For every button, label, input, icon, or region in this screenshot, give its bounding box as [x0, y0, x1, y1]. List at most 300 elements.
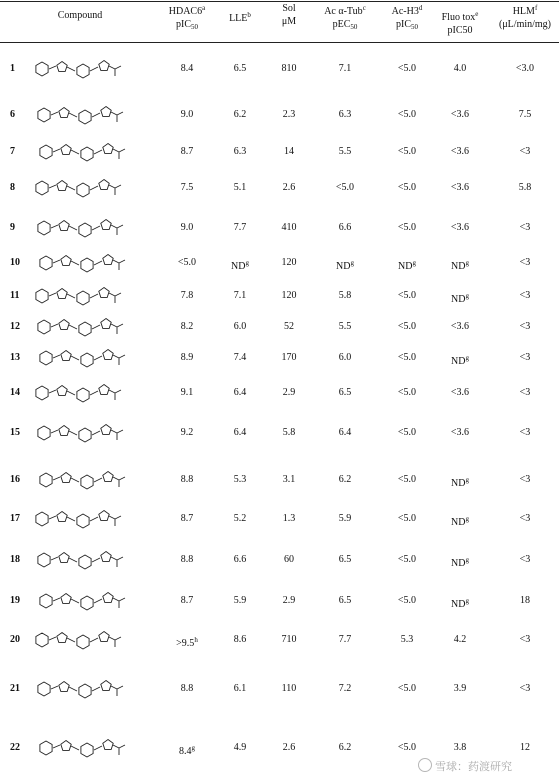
- cell-value: ND: [451, 261, 466, 272]
- ring: [61, 351, 71, 361]
- cell-value: 4.0: [453, 63, 467, 74]
- bond: [94, 599, 102, 603]
- ring: [101, 552, 111, 562]
- cell-fluo: [430, 353, 490, 367]
- cell-lle: [220, 147, 260, 157]
- cell-value: 6.1: [233, 683, 247, 694]
- table-row: [0, 147, 559, 157]
- cell-fluo: [430, 64, 490, 74]
- cell-ach3: [382, 291, 432, 301]
- bond: [90, 391, 98, 395]
- cell-hdac6: [162, 64, 212, 74]
- cell-value: 5.2: [233, 513, 247, 524]
- cell-fluo: [430, 258, 490, 272]
- bond: [71, 599, 79, 603]
- cell-value: <3: [519, 474, 531, 485]
- cell-value: 8.8: [180, 683, 194, 694]
- bond: [109, 516, 115, 526]
- compound-structure: [30, 375, 142, 411]
- compound-structure: [30, 245, 142, 281]
- bond: [117, 324, 123, 327]
- cell-hlm: [492, 147, 558, 157]
- footnote-mark: g: [465, 597, 469, 605]
- ring: [99, 632, 109, 642]
- bond: [94, 261, 102, 265]
- cell-value: <3: [519, 554, 531, 565]
- bond: [90, 294, 98, 298]
- bond: [117, 557, 123, 560]
- cell-ach3: [382, 428, 432, 438]
- cell-value: 170: [281, 352, 297, 363]
- compound-id: 11: [10, 290, 20, 301]
- ring: [79, 322, 91, 336]
- table-row: [0, 513, 559, 528]
- bond: [117, 686, 123, 689]
- cell-hlm: [492, 388, 558, 398]
- cell-hlm: [492, 475, 558, 485]
- cell-sol: [270, 110, 308, 120]
- cell-value: 2.9: [282, 595, 296, 606]
- cell-actub: [310, 635, 380, 645]
- ring: [101, 107, 111, 117]
- bond: [53, 355, 60, 358]
- cell-fluo: [430, 684, 490, 694]
- cell-value: <3.6: [450, 182, 470, 193]
- cell-sol: [270, 555, 308, 565]
- ring: [101, 319, 111, 329]
- cell-value: 8.7: [180, 146, 194, 157]
- cell-lle: [220, 183, 260, 193]
- ring: [81, 475, 93, 489]
- cell-value: <3: [519, 146, 531, 157]
- bond: [115, 390, 121, 393]
- compound-structure: [30, 622, 142, 658]
- bond: [71, 478, 79, 482]
- cell-value: 8.7: [180, 595, 194, 606]
- bond: [109, 637, 115, 647]
- ring: [79, 110, 91, 124]
- header-fluo-tox: Fluo tox$^e$ pIC50: [441, 10, 479, 36]
- bond: [119, 149, 125, 152]
- bond: [109, 66, 115, 76]
- footnote-mark: g: [465, 292, 469, 300]
- bond: [53, 598, 60, 601]
- cell-value: ND: [451, 356, 466, 367]
- cell-lle: [220, 514, 260, 524]
- cell-lle: [220, 428, 260, 438]
- cell-hdac6: [162, 258, 212, 268]
- cell-value: 6.5: [233, 63, 247, 74]
- ring: [36, 181, 48, 195]
- cell-value: 8.4: [180, 63, 194, 74]
- ring: [79, 684, 91, 698]
- ring: [101, 425, 111, 435]
- bond: [51, 557, 58, 560]
- ring: [99, 180, 109, 190]
- cell-value: <3.6: [450, 427, 470, 438]
- cell-value: <5.0: [397, 352, 417, 363]
- cell-value: 5.8: [282, 427, 296, 438]
- cell-value: 5.8: [338, 290, 352, 301]
- cell-actub: [310, 555, 380, 565]
- cell-value: 7.5: [518, 109, 532, 120]
- compound-structure: [30, 415, 142, 451]
- cell-hdac6: [162, 743, 212, 757]
- cell-ach3: [382, 743, 432, 753]
- ring: [99, 385, 109, 395]
- cell-value: ND: [451, 478, 466, 489]
- table-row: [0, 290, 559, 305]
- bond: [115, 66, 121, 69]
- cell-ach3: [382, 684, 432, 694]
- cell-hdac6: [162, 183, 212, 193]
- compound-id: 1: [10, 63, 15, 74]
- bond: [94, 356, 102, 360]
- cell-value: 9.2: [180, 427, 194, 438]
- cell-hlm: [492, 514, 558, 524]
- cell-value: 8.4: [179, 746, 192, 757]
- compound-structure: [30, 501, 142, 537]
- cell-value: 120: [281, 257, 297, 268]
- ring: [38, 426, 50, 440]
- ring: [79, 428, 91, 442]
- cell-hlm: [492, 596, 558, 606]
- compound-id: 20: [10, 634, 20, 645]
- table-row: [0, 742, 559, 757]
- footnote-mark: g: [465, 515, 469, 523]
- cell-value: 8.7: [180, 513, 194, 524]
- compound-id: 14: [10, 387, 20, 398]
- cell-value: 5.3: [400, 634, 414, 645]
- ring: [57, 181, 67, 191]
- cell-sol: [270, 353, 308, 363]
- bond: [51, 225, 58, 228]
- ring: [77, 388, 89, 402]
- cell-ach3: [382, 258, 432, 272]
- bond: [49, 390, 56, 393]
- cell-fluo: [430, 223, 490, 233]
- footnote-mark: g: [412, 259, 416, 267]
- cell-hlm: [492, 555, 558, 565]
- bond: [113, 260, 119, 270]
- cell-sol: [270, 147, 308, 157]
- bond: [113, 355, 119, 365]
- cell-value: <3.6: [450, 222, 470, 233]
- cell-actub: [310, 684, 380, 694]
- cell-value: 6.2: [338, 742, 352, 753]
- cell-value: <5.0: [397, 554, 417, 565]
- cell-value: 810: [281, 63, 297, 74]
- cell-ach3: [382, 147, 432, 157]
- cell-hlm: [492, 428, 558, 438]
- cell-value: 710: [281, 634, 297, 645]
- cell-value: 6.5: [338, 595, 352, 606]
- cell-value: 12: [520, 742, 530, 753]
- compound-structure: [30, 210, 142, 246]
- cell-value: 7.7: [233, 222, 247, 233]
- cell-value: 5.3: [233, 474, 247, 485]
- cell-value: 6.4: [338, 427, 352, 438]
- table-row: [0, 183, 559, 193]
- cell-fluo: [430, 322, 490, 332]
- cell-value: <5.0: [397, 474, 417, 485]
- cell-value: 60: [284, 554, 294, 565]
- compound-id: 17: [10, 513, 20, 524]
- cell-value: 4.9: [233, 742, 247, 753]
- ring: [77, 64, 89, 78]
- bond: [115, 185, 121, 188]
- compound-structure: [30, 51, 142, 87]
- cell-fluo: [430, 555, 490, 569]
- cell-value: <3: [519, 352, 531, 363]
- cell-value: ND: [336, 261, 351, 272]
- cell-value: <5.0: [397, 222, 417, 233]
- cell-lle: [220, 258, 260, 272]
- compound-id: 9: [10, 222, 15, 233]
- ring: [81, 258, 93, 272]
- ring: [40, 741, 52, 755]
- cell-sol: [270, 428, 308, 438]
- ring: [79, 223, 91, 237]
- header-compound: Compound: [57, 10, 103, 21]
- cell-sol: [270, 64, 308, 74]
- cell-value: 6.2: [338, 474, 352, 485]
- cell-value: <3: [519, 321, 531, 332]
- cell-value: <3.6: [450, 387, 470, 398]
- ring: [81, 353, 93, 367]
- cell-value: ND: [451, 294, 466, 305]
- cell-value: <3.0: [515, 63, 535, 74]
- cell-ach3: [382, 475, 432, 485]
- cell-value: <5.0: [397, 513, 417, 524]
- ring: [59, 426, 69, 436]
- cell-sol: [270, 514, 308, 524]
- cell-hdac6: [162, 353, 212, 363]
- cell-fluo: [430, 428, 490, 438]
- ring: [38, 108, 50, 122]
- ring: [59, 553, 69, 563]
- table-row: [0, 388, 559, 398]
- cell-hdac6: [162, 596, 212, 606]
- cell-value: ND: [451, 599, 466, 610]
- cell-actub: [310, 64, 380, 74]
- cell-value: 6.0: [338, 352, 352, 363]
- ring: [40, 351, 52, 365]
- cell-sol: [270, 388, 308, 398]
- ring: [61, 473, 71, 483]
- table-row: [0, 257, 559, 272]
- ring: [79, 555, 91, 569]
- cell-value: ND: [451, 517, 466, 528]
- ring: [40, 256, 52, 270]
- cell-value: 5.8: [518, 182, 532, 193]
- compound-id: 21: [10, 683, 20, 694]
- footnote-mark: h: [194, 636, 198, 644]
- cell-value: <3: [519, 222, 531, 233]
- header-hdac6: HDAC6$^a$ pIC$_{50}$: [168, 4, 206, 31]
- cell-hdac6: [162, 147, 212, 157]
- bond: [92, 325, 100, 329]
- cell-lle: [220, 110, 260, 120]
- cell-value: <3: [519, 513, 531, 524]
- cell-ach3: [382, 64, 432, 74]
- ring: [61, 741, 71, 751]
- bond: [111, 686, 117, 696]
- cell-value: 6.5: [338, 387, 352, 398]
- cell-value: 6.3: [233, 146, 247, 157]
- ring: [77, 183, 89, 197]
- cell-value: <3.6: [450, 109, 470, 120]
- cell-actub: [310, 322, 380, 332]
- bond: [92, 558, 100, 562]
- table-row: [0, 352, 559, 367]
- cell-value: 7.5: [180, 182, 194, 193]
- cell-value: 6.4: [233, 427, 247, 438]
- ring: [38, 221, 50, 235]
- cell-value: <5.0: [397, 595, 417, 606]
- cell-value: <5.0: [335, 182, 355, 193]
- bond: [53, 477, 60, 480]
- cell-sol: [270, 743, 308, 753]
- cell-value: <5.0: [397, 427, 417, 438]
- footnote-mark: g: [465, 476, 469, 484]
- cell-value: 3.1: [282, 474, 296, 485]
- cell-ach3: [382, 183, 432, 193]
- bond: [113, 598, 119, 608]
- table-row: [0, 223, 559, 233]
- cell-value: <5.0: [397, 63, 417, 74]
- cell-value: 6.4: [233, 387, 247, 398]
- cell-value: <3.6: [450, 321, 470, 332]
- ring: [57, 386, 67, 396]
- bond: [69, 431, 77, 435]
- table-row: [0, 64, 559, 74]
- ring: [59, 682, 69, 692]
- cell-lle: [220, 388, 260, 398]
- bond: [49, 185, 56, 188]
- cell-value: 6.6: [233, 554, 247, 565]
- compound-structure: [30, 730, 142, 766]
- bond: [67, 186, 75, 190]
- cell-value: 9.1: [180, 387, 194, 398]
- cell-ach3: [382, 353, 432, 363]
- bond: [92, 226, 100, 230]
- cell-value: 9.0: [180, 109, 194, 120]
- cell-hlm: [492, 322, 558, 332]
- cell-sol: [270, 322, 308, 332]
- cell-actub: [310, 428, 380, 438]
- cell-value: <5.0: [397, 146, 417, 157]
- table-row: [0, 684, 559, 694]
- cell-ach3: [382, 635, 432, 645]
- ring: [36, 289, 48, 303]
- compound-id: 13: [10, 352, 20, 363]
- bond: [67, 638, 75, 642]
- cell-actub: [310, 110, 380, 120]
- cell-actub: [310, 475, 380, 485]
- cell-value: 2.9: [282, 387, 296, 398]
- cell-value: 120: [281, 290, 297, 301]
- cell-hdac6: [162, 514, 212, 524]
- table-header-rule: [0, 42, 559, 43]
- compound-structure: [30, 134, 142, 170]
- cell-lle: [220, 596, 260, 606]
- bond: [49, 293, 56, 296]
- bond: [69, 113, 77, 117]
- cell-hdac6: [162, 388, 212, 398]
- cell-lle: [220, 635, 260, 645]
- cell-fluo: [430, 291, 490, 305]
- header-hlm: HLM$^f$ (μL/min/mg): [498, 4, 552, 30]
- bond: [49, 637, 56, 640]
- ring: [36, 512, 48, 526]
- compound-structure: [30, 97, 142, 133]
- ring: [57, 512, 67, 522]
- cell-value: <3: [519, 427, 531, 438]
- table-row: [0, 322, 559, 332]
- cell-value: 5.1: [233, 182, 247, 193]
- cell-value: 7.1: [338, 63, 352, 74]
- ring: [101, 220, 111, 230]
- cell-hdac6: [162, 475, 212, 485]
- bond: [119, 745, 125, 748]
- compound-id: 15: [10, 427, 20, 438]
- compound-id: 6: [10, 109, 15, 120]
- cell-value: <5.0: [177, 257, 197, 268]
- cell-value: 8.9: [180, 352, 194, 363]
- cell-ach3: [382, 596, 432, 606]
- cell-value: 6.2: [233, 109, 247, 120]
- bond: [51, 324, 58, 327]
- footnote-mark: g: [245, 259, 249, 267]
- bond: [71, 150, 79, 154]
- bond: [111, 557, 117, 567]
- cell-ach3: [382, 223, 432, 233]
- watermark-text: 雪球：药渡研究: [435, 761, 513, 773]
- ring: [59, 320, 69, 330]
- cell-value: <5.0: [397, 182, 417, 193]
- cell-actub: [310, 388, 380, 398]
- bond: [119, 355, 125, 358]
- ring: [99, 511, 109, 521]
- cell-hlm: [492, 743, 558, 753]
- ring: [61, 594, 71, 604]
- cell-fluo: [430, 388, 490, 398]
- cell-value: 6.5: [338, 554, 352, 565]
- ring: [57, 633, 67, 643]
- cell-value: <5.0: [397, 387, 417, 398]
- compound-id: 22: [10, 742, 20, 753]
- cell-value: 7.2: [338, 683, 352, 694]
- cell-hlm: [492, 183, 558, 193]
- cell-value: 7.4: [233, 352, 247, 363]
- ring: [81, 596, 93, 610]
- cell-lle: [220, 743, 260, 753]
- cell-hdac6: [162, 428, 212, 438]
- cell-value: <3: [519, 290, 531, 301]
- bond: [109, 293, 115, 303]
- cell-value: 8.2: [180, 321, 194, 332]
- cell-value: 8.8: [180, 554, 194, 565]
- bond: [51, 112, 58, 115]
- ring: [103, 740, 113, 750]
- bond: [67, 294, 75, 298]
- cell-sol: [270, 291, 308, 301]
- cell-sol: [270, 223, 308, 233]
- compound-id: 10: [10, 257, 20, 268]
- cell-actub: [310, 258, 380, 272]
- footnote-mark: g: [465, 354, 469, 362]
